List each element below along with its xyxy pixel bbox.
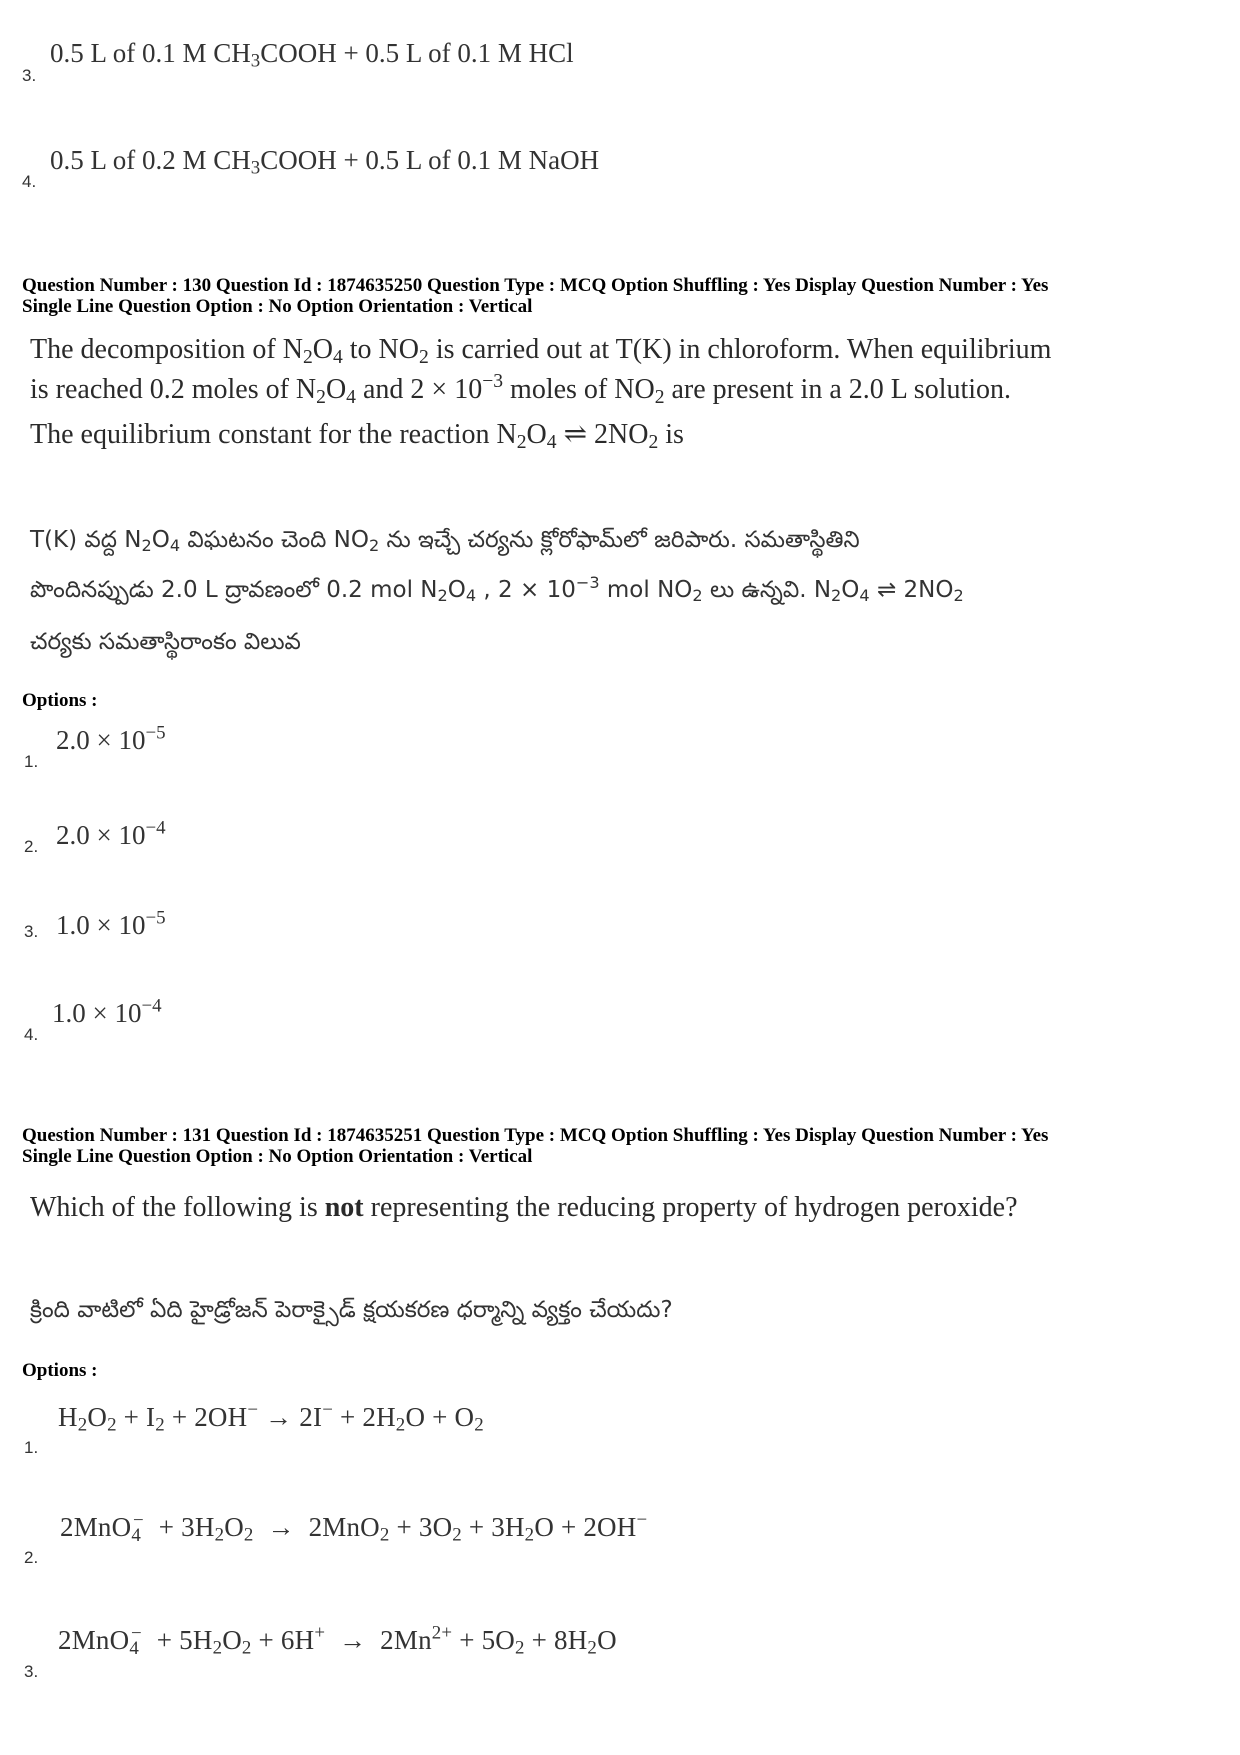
q130-option-3-number: 3. xyxy=(24,922,39,941)
q131-meta-line2: Single Line Question Option : No Option Orientation : Vertical xyxy=(22,1146,533,1167)
q131-option-3-number: 3. xyxy=(24,1662,39,1681)
q130-english-line3: The equilibrium constant for the reaction $N_2O_4$ ⇌ $2NO_2$ is xyxy=(30,419,684,453)
q130-telugu-line3: చర్యకు సమతాస్థిరాంకం విలువ xyxy=(30,629,301,655)
q131-telugu-text: క్రింది వాటిలో ఏది హైడ్రోజన్ పెరాక్సైడ్ క్షయకరణ ధర్మాన్ని వ్యక్తం చేయదు? xyxy=(30,1297,673,1323)
prev-option-3-text: 0.5 L of 0.1 M $CH_3COOH + 0.5$ L of 0.1 M HCl xyxy=(50,38,574,72)
q131-option-1[interactable]: $H_2O_2 + I_2 + 2OH^- \to 2I^- + 2H_2O + O_2$ xyxy=(58,1399,484,1436)
prev-option-4-text: 0.5 L of 0.2 M $CH_3COOH + 0.5$ L of 0.1 M NaOH xyxy=(50,145,600,179)
q130-meta-line2: Single Line Question Option : No Option Orientation : Vertical xyxy=(22,296,533,317)
q131-option-2-number: 2. xyxy=(24,1548,39,1567)
q130-telugu-line1: T(K) వద్ద $N_2O_4$ విఘటనం చెంది $NO_2$ ను ఇచ్చే చర్యను క్లోరోఫామ్‌లో జరిపారు. సమతాస్థితిని xyxy=(30,527,860,556)
q130-option-4-number: 4. xyxy=(24,1025,39,1044)
q130-option-3[interactable]: $1.0 \times 10^{-5}$ xyxy=(56,907,166,940)
q130-telugu-line2: పొందినప్పుడు 2.0 L ద్రావణంలో 0.2 mol $N_2O_4$ , $2 \times 10^{-3}$ mol $NO_2$ లు ఉన్నవి. $N_2O_4$ ⇌ $2NO_2$ xyxy=(30,573,964,606)
q131-options-label: Options : xyxy=(22,1360,98,1381)
q130-option-4[interactable]: $1.0 \times 10^{-4}$ xyxy=(52,995,162,1028)
q130-options-label: Options : xyxy=(22,690,98,711)
q130-option-2[interactable]: $2.0 \times 10^{-4}$ xyxy=(56,817,166,850)
q130-option-1[interactable]: $2.0 \times 10^{-5}$ xyxy=(56,722,166,755)
q130-option-1-number: 1. xyxy=(24,752,39,771)
q131-option-1-number: 1. xyxy=(24,1438,39,1457)
prev-option-3-number: 3. xyxy=(22,66,37,85)
q130-meta-line1: Question Number : 130 Question Id : 1874635250 Question Type : MCQ Option Shuffling : Yes Display Question Number : Yes xyxy=(22,275,1049,296)
q131-option-3[interactable]: $2MnO_4^- + 5H_2O_2 + 6H^+ \to 2Mn^{2+} + 5O_2 + 8H_2O$ xyxy=(58,1622,617,1659)
q130-english-line1: The decomposition of $N_2O_4$ to $NO_2$ is carried out at T(K) in chloroform. When equilibrium xyxy=(30,334,1052,368)
q130-option-2-number: 2. xyxy=(24,837,39,856)
q131-meta-line1: Question Number : 131 Question Id : 1874635251 Question Type : MCQ Option Shuffling : Yes Display Question Number : Yes xyxy=(22,1125,1049,1146)
q131-english-text: Which of the following is not representing the reducing property of hydrogen peroxide? xyxy=(30,1192,1018,1223)
prev-option-4-number: 4. xyxy=(22,172,37,191)
q130-english-line2: is reached 0.2 moles of $N_2O_4$ and $2 \times 10^{-3}$ moles of $NO_2$ are present in a 2.0 L solution. xyxy=(30,371,1012,408)
q131-option-2[interactable]: $2MnO_4^- + 3H_2O_2 \to 2MnO_2 + 3O_2 + 3H_2O + 2OH^-$ xyxy=(60,1509,648,1546)
